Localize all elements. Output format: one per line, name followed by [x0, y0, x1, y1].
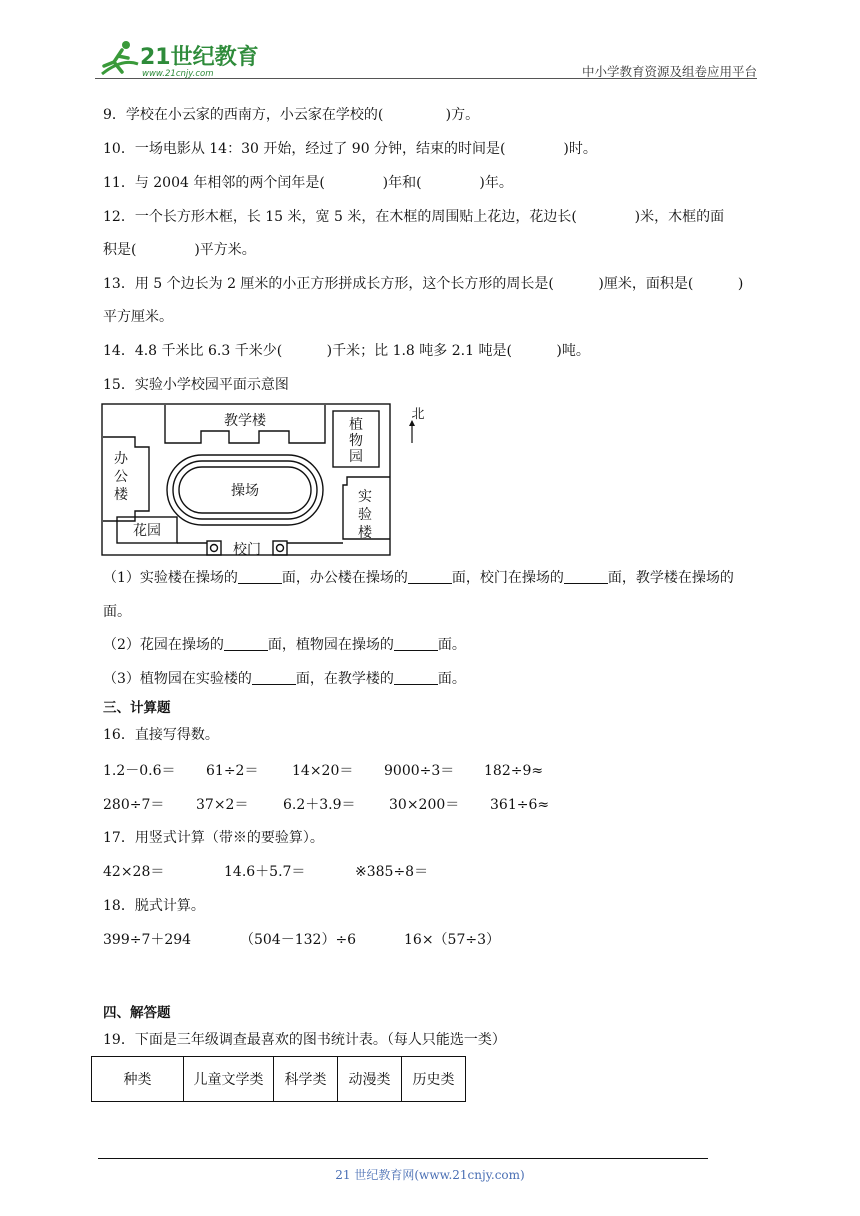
- q17-item2: 14.6＋5.7＝: [224, 864, 306, 880]
- logo-text: 21世纪教育: [140, 45, 259, 70]
- header-tagline: 中小学教育资源及组卷应用平台: [581, 64, 757, 79]
- question-15: 15．实验小学校园平面示意图: [103, 377, 289, 393]
- q16-row2-item5: 361÷6≈: [490, 797, 550, 813]
- map-label-office-3: 楼: [114, 487, 128, 503]
- table-cell-history: 历史类: [402, 1057, 466, 1102]
- question-15-1: （1）实验楼在操场的 面，办公楼在操场的 面，校门在操场的 面，教学楼在操场的: [103, 570, 734, 586]
- site-logo: [92, 36, 262, 82]
- q18-item2: （504－132）÷6: [240, 932, 357, 948]
- q16-row2-item4: 30×200＝: [389, 797, 460, 813]
- footer-divider: [98, 1158, 708, 1159]
- map-label-plant-3: 园: [349, 449, 363, 465]
- table-row: [92, 1057, 466, 1102]
- map-label-teaching: 教学楼: [224, 413, 266, 429]
- logo-url: www.21cnjy.com: [142, 69, 214, 79]
- table-cell-children-literature: 儿童文学类: [184, 1057, 274, 1102]
- q16-row1-item3: 14×20＝: [292, 763, 354, 779]
- q16-row1-item4: 9000÷3＝: [384, 763, 455, 779]
- map-label-plant-1: 植: [349, 417, 363, 433]
- q16-row2-item3: 6.2＋3.9＝: [283, 797, 356, 813]
- north-label: 北: [411, 407, 425, 422]
- footer-text: 21 世纪教育网(www.21cnjy.com): [335, 1168, 525, 1182]
- map-label-office-2: 公: [114, 469, 128, 485]
- q18-item3: 16×（57÷3）: [404, 932, 500, 948]
- question-11: 11．与 2004 年相邻的两个闰年是( )年和( )年。: [103, 175, 513, 191]
- north-arrow: [405, 405, 429, 445]
- q17-item1: 42×28＝: [103, 864, 165, 880]
- map-label-lab-1: 实: [358, 489, 372, 505]
- question-9: 9．学校在小云家的西南方，小云家在学校的( )方。: [103, 107, 480, 123]
- question-13-line-1: 13．用 5 个边长为 2 厘米的小正方形拼成长方形，这个长方形的周长是( )厘米，面积是( ): [103, 276, 744, 292]
- question-12-line-2: 积是( )平方米。: [103, 242, 256, 258]
- question-15-2: （2）花园在操场的 面，植物园在操场的 面。: [103, 637, 466, 653]
- q16-row2-item1: 280÷7＝: [103, 797, 165, 813]
- q18-item1: 399÷7＋294: [103, 932, 192, 948]
- question-14: 14．4.8 千米比 6.3 千米少( )千米；比 1.8 吨多 2.1 吨是( )吨。: [103, 343, 590, 359]
- question-17: 17．用竖式计算（带※的要验算）。: [103, 830, 324, 846]
- q16-row1-item5: 182÷9≈: [484, 763, 544, 779]
- section-4-heading: 四、解答题: [103, 1005, 171, 1021]
- question-10: 10．一场电影从 14：30 开始，经过了 90 分钟，结束的时间是( )时。: [103, 141, 597, 157]
- map-label-lab-3: 楼: [358, 525, 372, 541]
- section-3-heading: 三、计算题: [103, 700, 171, 716]
- map-label-garden: 花园: [133, 523, 161, 539]
- book-survey-table: [91, 1056, 466, 1102]
- q16-row2-item2: 37×2＝: [196, 797, 249, 813]
- question-13-line-2: 平方厘米。: [103, 309, 173, 325]
- q17-item3: ※385÷8＝: [355, 864, 429, 880]
- question-19: 19．下面是三年级调查最喜欢的图书统计表。（每人只能选一类）: [103, 1032, 506, 1048]
- question-12-line-1: 12．一个长方形木框，长 15 米，宽 5 米，在木框的周围贴上花边，花边长( )米，木框的面: [103, 209, 725, 225]
- map-label-field: 操场: [231, 483, 259, 499]
- campus-map: [101, 403, 391, 556]
- table-cell-category: 种类: [92, 1057, 184, 1102]
- header-divider: [95, 78, 757, 79]
- question-18: 18．脱式计算。: [103, 898, 205, 914]
- table-cell-science: 科学类: [274, 1057, 338, 1102]
- map-label-lab-2: 验: [358, 507, 372, 523]
- map-label-gate: 校门: [233, 542, 261, 556]
- question-16: 16．直接写得数。: [103, 727, 219, 743]
- question-15-3: （3）植物园在实验楼的 面，在教学楼的 面。: [103, 671, 466, 687]
- q16-row1-item1: 1.2－0.6＝: [103, 763, 176, 779]
- table-cell-anime: 动漫类: [338, 1057, 402, 1102]
- map-label-plant-2: 物: [349, 433, 363, 449]
- question-15-1-end: 面。: [103, 604, 131, 620]
- map-label-office-1: 办: [114, 451, 128, 467]
- q16-row1-item2: 61÷2＝: [206, 763, 259, 779]
